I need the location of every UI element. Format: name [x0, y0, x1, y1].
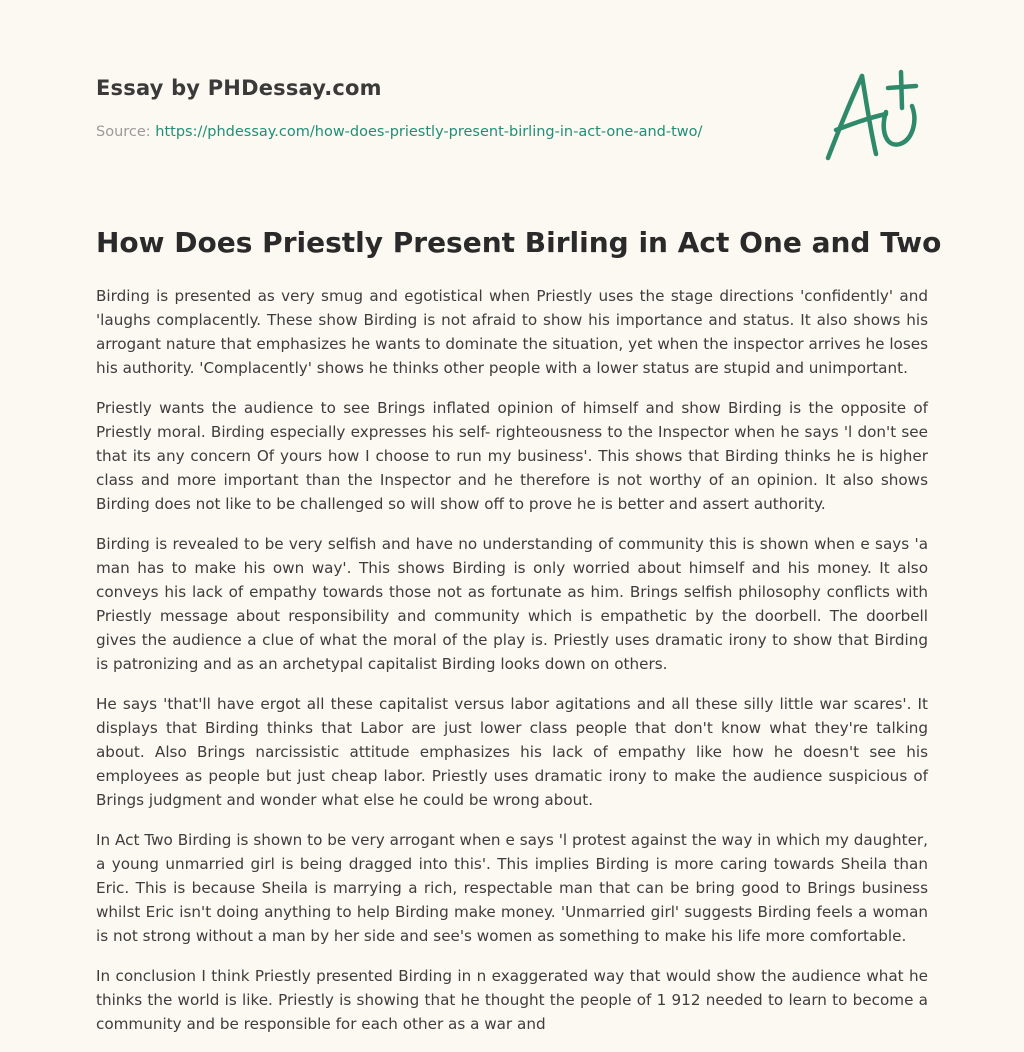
source-label: Source: [96, 124, 151, 140]
essay-title: How Does Priestly Present Birling in Act One and Two [96, 226, 942, 259]
essay-paragraph: In Act Two Birding is shown to be very arrogant when e says 'l protest against the way in which my daughter, a young unmarried girl is being dragged into this'. This implies Birding is more caring towards Sheila than Eric. This is because Sheila is marrying a rich, respectable man that can be bring good to Brings business whilst Eric isn't doing anything to help Birding make money. 'Unmarried girl' suggests Birding feels a woman is not strong without a man by her side and see's women as something to make his life more comfortable. [96, 831, 928, 945]
essay-paragraph: Birding is presented as very smug and egotistical when Priestly uses the stage directions 'confidently' and 'laughs complacently. These show Birding is not afraid to show his importance and status. It also shows his arrogant nature that emphasizes he wants to dominate the situation, yet when the inspector arrives he loses his authority. 'Complacently' shows he thinks other people with a lower status are stupid and unimportant. [96, 287, 928, 377]
essay-paragraph: Priestly wants the audience to see Brings inflated opinion of himself and show Birding is the opposite of Priestly moral. Birding especially expresses his self- righteousness to the Inspector when he says 'l don't see that its any concern Of yours how I choose to run my business'. This shows that Birding thinks he is higher class and more important than the Inspector and he therefore is not worthy of an opinion. It also shows Birding does not like to be challenged so will show off to prove he is better and assert authority. [96, 399, 928, 513]
a-plus-logo-icon [824, 66, 928, 166]
brand-title: Essay by PHDessay.com [96, 76, 382, 100]
essay-paragraph: In conclusion I think Priestly presented Birding in n exaggerated way that would show the audience what he thinks the world is like. Priestly is showing that he thought the people of 1 912 needed to learn to become a community and be responsible for each other as a war and [96, 967, 928, 1033]
essay-paragraph: Birding is revealed to be very selfish and have no understanding of community this is shown when e says 'a man has to make his own way'. This shows Birding is only worried about himself and his money. It also conveys his lack of empathy towards those not as fortunate as him. Brings selfish philosophy conflicts with Priestly message about responsibility and community which is empathetic by the doorbell. The doorbell gives the audience a clue of what the moral of the play is. Priestly uses dramatic irony to show that Birding is patronizing and as an archetypal capitalist Birding looks down on others. [96, 535, 928, 673]
essay-body [96, 284, 928, 1052]
source-line [96, 124, 702, 140]
source-link[interactable]: https://phdessay.com/how-does-priestly-present-birling-in-act-one-and-two/ [155, 124, 703, 140]
essay-paragraph: He says 'that'll have ergot all these capitalist versus labor agitations and all these silly little war scares'. It displays that Birding thinks that Labor are just lower class people that don't know what they're talking about. Also Brings narcissistic attitude emphasizes his lack of empathy like how he doesn't see his employees as people but just cheap labor. Priestly uses dramatic irony to make the audience suspicious of Brings judgment and wonder what else he could be wrong about. [96, 695, 928, 809]
